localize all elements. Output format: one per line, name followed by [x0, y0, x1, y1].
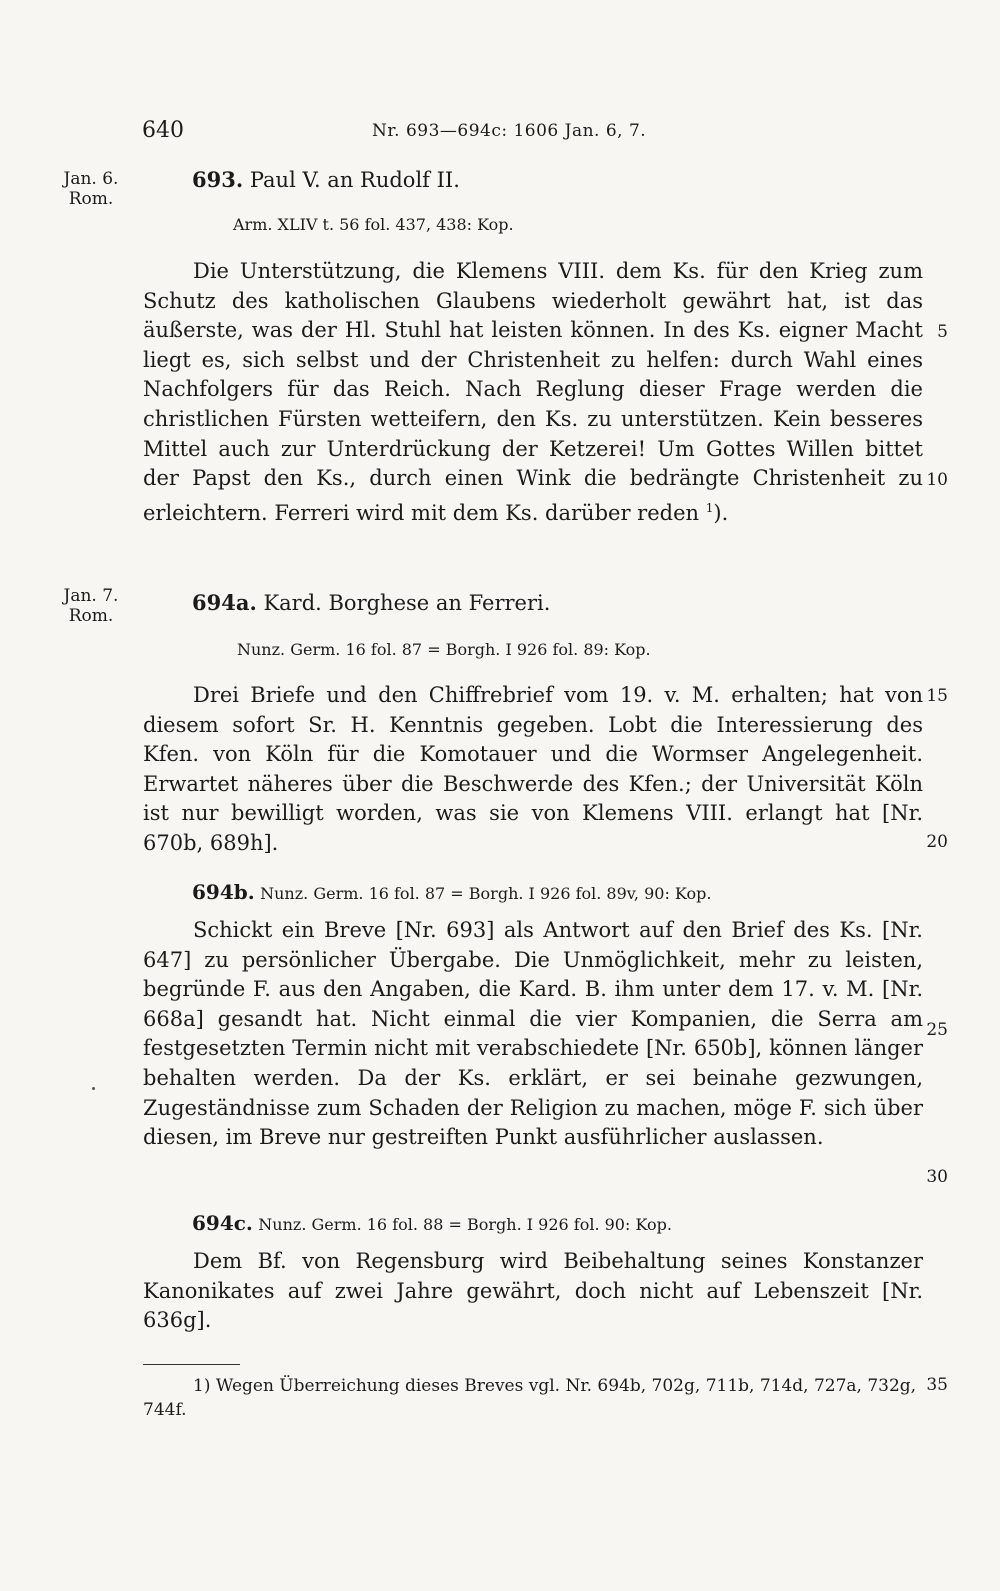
line-number-10: 10 — [926, 470, 948, 490]
entry-694c-heading — [192, 1211, 672, 1235]
running-head: Nr. 693—694c: 1606 Jan. 6, 7. — [372, 121, 647, 141]
entry-number: 694c. — [192, 1211, 253, 1235]
entry-number: 693. — [192, 167, 244, 192]
entry-693-end: . — [721, 500, 729, 525]
margin-date: Jan. 7. — [63, 586, 119, 606]
entry-694a-heading — [192, 590, 550, 615]
line-number-35: 35 — [926, 1375, 948, 1395]
margin-date: Jan. 6. — [63, 169, 119, 189]
entry-number: 694b. — [192, 880, 255, 904]
line-number-20: 20 — [926, 832, 948, 852]
entry-694b-text — [143, 916, 923, 1153]
entry-source: Nunz. Germ. 16 fol. 87 = Borgh. I 926 fol. 89v, 90: Kop. — [260, 884, 712, 903]
margin-date-693 — [52, 169, 130, 209]
footnote — [143, 1374, 923, 1422]
entry-694c-body: Dem Bf. von Regensburg wird Beibehaltung seines Konstanzer Kanonikates auf zwei Jahre gewährt, doch nicht auf Lebenszeit [Nr. 636g]. — [143, 1249, 923, 1333]
entry-694a-text — [143, 681, 923, 859]
line-number-5: 5 — [937, 322, 948, 342]
line-number-25: 25 — [926, 1020, 948, 1040]
entry-693-source: Arm. XLIV t. 56 fol. 437, 438: Kop. — [233, 215, 514, 234]
entry-694a-body: Drei Briefe und den Chiffrebrief vom 19. v. M. erhalten; hat von diesem sofort Sr. H. Kenntnis gegeben. Lobt die Interessierung des Kfen. von Köln für die Komotauer und die Wormser Angelegenheit. Erwartet näheres über die Beschwerde des Kfen.; der Universität Köln ist nur bewilligt worden, was sie von Klemens VIII. erlangt hat [Nr. 670b, 689h]. — [143, 683, 923, 855]
entry-694b-heading — [192, 880, 711, 904]
entry-title: Kard. Borghese an Ferreri. — [263, 591, 551, 615]
entry-694a-source: Nunz. Germ. 16 fol. 87 = Borgh. I 926 fol. 89: Kop. — [237, 640, 651, 659]
footnote-marker: 1) — [193, 1376, 211, 1396]
entry-title: Paul V. an Rudolf II. — [249, 168, 460, 192]
entry-693-text: Die Unterstützung, die Klemens VIII. dem Ks. für den Krieg zum Schutz des katholischen Glaubens wiederholt gewährt hat, ist das äußerste, was der Hl. Stuhl hat leisten können. In des Ks. eigner Macht liegt es, sich selbst und der Christenheit zu helfen: durch Wahl eines Nachfolgers für das Reich. Nach Reglung dieser Frage werden die christlichen Fürsten wetteifern, den Ks. zu unterstützen. Kein besseres Mittel auch zur Unterdrückung der Ketzerei! Um Gottes Willen bittet der Papst den Ks., durch einen Wink die bedrängte Christenheit zu erleichtern. Ferreri wird mit dem Ks. darüber reden $^1$). — [143, 259, 923, 525]
entry-number: 694a. — [192, 590, 257, 615]
page-number: 640 — [142, 118, 184, 143]
entry-source: Nunz. Germ. 16 fol. 88 = Borgh. I 926 fol. 90: Kop. — [258, 1215, 672, 1234]
footnote-text: Wegen Überreichung dieses Breves vgl. Nr. 694b, 702g, 711b, 714d, 727a, 732g, 744f. — [143, 1376, 917, 1420]
entry-693-body: Die Unterstützung, die Klemens VIII. dem Ks. für den Krieg zum Schutz des katholischen Glaubens wiederholt gewährt hat, ist das äußerste, was der Hl. Stuhl hat leisten können. In des Ks. eigner Macht liegt es, sich selbst und der Christenheit zu helfen: durch Wahl eines Nachfolgers für das Reich. Nach Reglung dieser Frage werden die christlichen Fürsten wetteifern, den Ks. zu unterstützen. Kein besseres Mittel auch zur Unterdrückung der Ketzerei! Um Gottes Willen bittet der Papst den Ks., durch einen Wink die bedrängte Christenheit zu erleichtern. Ferreri wird mit dem Ks. darüber reden — [143, 259, 923, 525]
margin-date-694a — [52, 586, 130, 626]
margin-place: Rom. — [68, 189, 114, 209]
footnote-rule — [143, 1364, 240, 1365]
footnote-ref: 1 — [705, 500, 714, 515]
scan-speck — [92, 1087, 95, 1090]
line-number-30: 30 — [926, 1167, 948, 1187]
entry-694b-body: Schickt ein Breve [Nr. 693] als Antwort auf den Brief des Ks. [Nr. 647] zu persönlicher Übergabe. Die Unmöglichkeit, mehr zu leisten, begründe F. aus den Angaben, die Kard. B. ihm unter dem 17. v. M. [Nr. 668a] gesandt hat. Nicht einmal die vier Kompanien, die Serra am festgesetzten Termin nicht mit verabschiedete [Nr. 650b], können länger behalten werden. Da der Ks. erklärt, er sei beinahe gezwungen, Zugeständnisse zum Schaden der Religion zu machen, möge F. sich über diesen, im Breve nur gestreiften Punkt ausführlicher auslassen. — [143, 918, 923, 1150]
entry-693-heading — [192, 167, 460, 192]
line-number-15: 15 — [926, 686, 948, 706]
entry-694c-text — [143, 1247, 923, 1336]
margin-place: Rom. — [68, 606, 114, 626]
